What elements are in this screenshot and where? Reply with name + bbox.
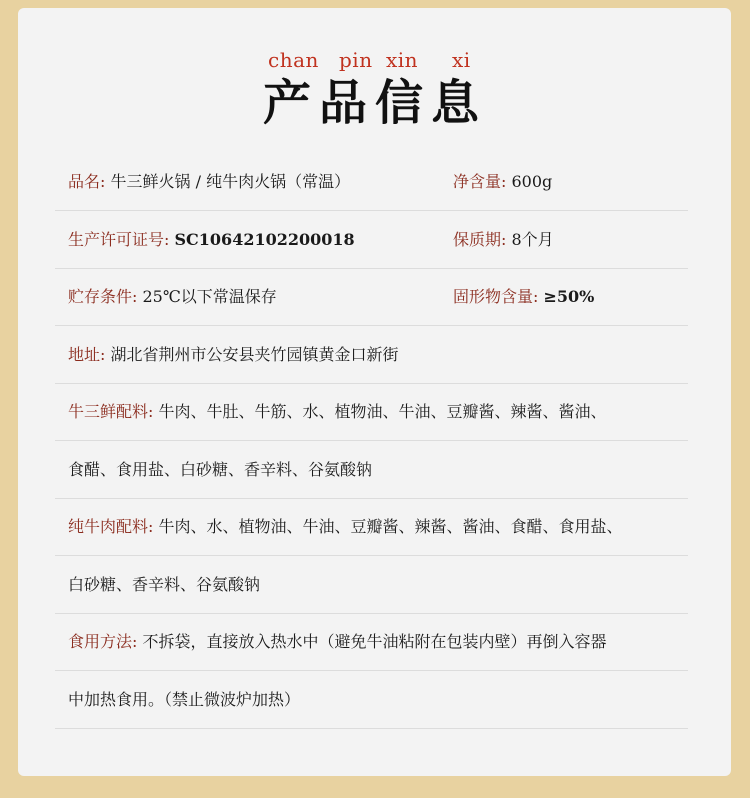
pinyin-chan: chan bbox=[268, 48, 319, 72]
field-label: 食用方法: bbox=[68, 632, 138, 651]
info-row bbox=[55, 268, 688, 326]
field-label: 牛三鲜配料: bbox=[68, 402, 154, 421]
pinyin-pin: pin bbox=[339, 48, 373, 72]
field-value: 8个月 bbox=[511, 230, 554, 249]
field-value: ≥50% bbox=[543, 287, 595, 306]
field-label: 净含量: bbox=[453, 172, 507, 191]
field-value: 湖北省荆州市公安县夹竹园镇黄金口新街 bbox=[110, 345, 399, 364]
field-label: 品名: bbox=[68, 172, 106, 191]
info-row bbox=[55, 498, 688, 556]
field-value: 白砂糖、香辛料、谷氨酸钠 bbox=[68, 575, 261, 594]
field-value: 牛肉、水、植物油、牛油、豆瓣酱、辣酱、酱油、食醋、食用盐、 bbox=[158, 517, 623, 536]
field-label: 保质期: bbox=[453, 230, 507, 249]
field-value: 中加热食用。（禁止微波炉加热） bbox=[68, 690, 301, 709]
field-value: 600g bbox=[511, 172, 553, 191]
info-row bbox=[55, 383, 688, 441]
field-value: 食醋、食用盐、白砂糖、香辛料、谷氨酸钠 bbox=[68, 460, 373, 479]
info-row bbox=[55, 556, 688, 614]
page-title: 产品信息 bbox=[262, 75, 487, 131]
info-row bbox=[55, 211, 688, 269]
field-label: 地址: bbox=[68, 345, 106, 364]
info-row bbox=[55, 326, 688, 384]
info-row bbox=[55, 613, 688, 671]
field-label: 固形物含量: bbox=[453, 287, 539, 306]
field-value: 牛三鲜火锅 / 纯牛肉火锅（常温） bbox=[110, 172, 351, 191]
field-label: 纯牛肉配料: bbox=[68, 517, 154, 536]
info-row bbox=[55, 671, 688, 729]
pinyin-xin: xin bbox=[386, 48, 419, 72]
field-label: 生产许可证号: bbox=[68, 230, 170, 249]
field-value: 25℃以下常温保存 bbox=[142, 287, 277, 306]
field-value: 牛肉、牛肚、牛筋、水、植物油、牛油、豆瓣酱、辣酱、酱油、 bbox=[158, 402, 607, 421]
field-label: 贮存条件: bbox=[68, 287, 138, 306]
field-value: 不拆袋，直接放入热水中（避免牛油粘附在包装内壁）再倒入容器 bbox=[142, 632, 607, 651]
info-row bbox=[55, 153, 688, 211]
field-value: SC10642102200018 bbox=[174, 230, 355, 249]
pinyin-xi: xi bbox=[452, 48, 471, 72]
info-row bbox=[55, 441, 688, 499]
